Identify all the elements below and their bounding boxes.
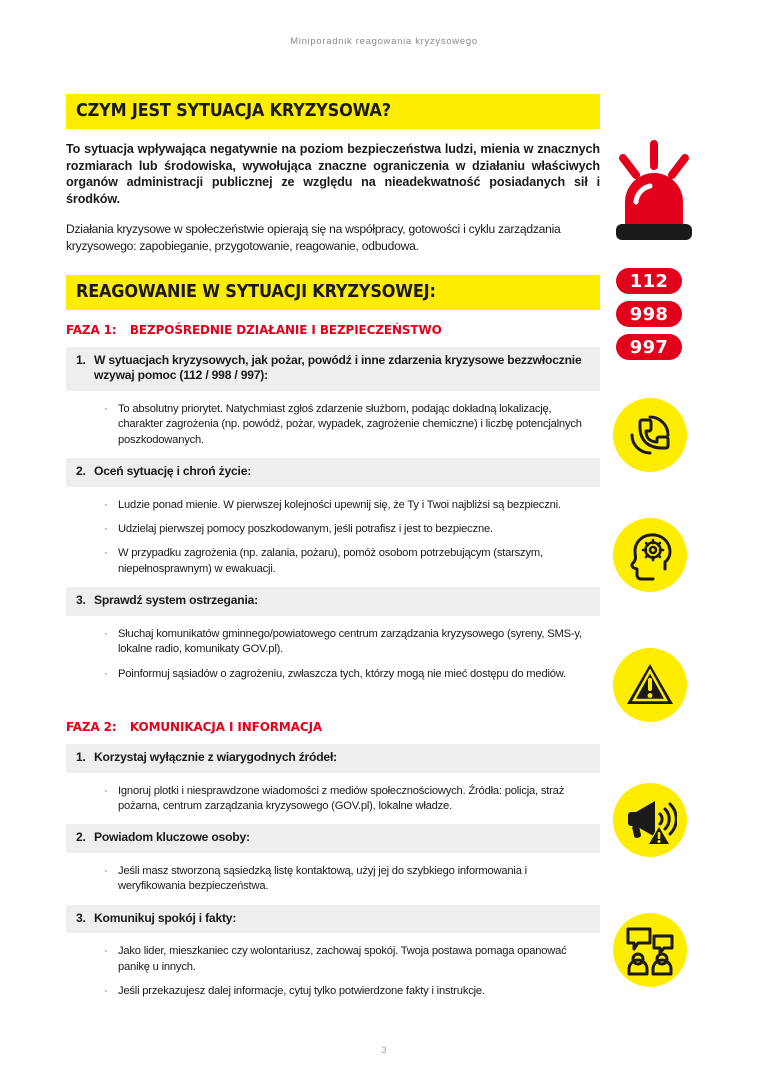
emergency-number-997 [616,334,682,360]
bullet-dot-icon: · [104,945,108,958]
bullet-dot-icon: · [104,627,108,640]
step-number: 2. [76,830,86,845]
step-number: 2. [76,463,86,478]
bullet-dot-icon: · [104,547,108,560]
emergency-number-label: 998 [629,303,669,325]
bullet-text: Ignoruj plotki i niesprawdzone wiadomości z mediów społecznościowych. Źródła: policja, straż pożarna, centrum zarządzania kryzysowego (GOV.pl), lokalne władze. [118,784,565,812]
bullet-dot-icon: · [104,522,108,535]
definition-second-paragraph: Działania kryzysowe w społeczeństwie opierają się na współpracy, gotowości i cyklu zarządzania kryzysowego: zapobieganie, przygotowanie, reagowanie, odbudowa. [66,222,561,253]
phone-call-icon [613,398,687,472]
definition-lead-paragraph: To sytuacja wpływająca negatywnie na poziom bezpieczeństwa ludzi, mienia w znacznych rozmiarach lub środowiska, wywołująca znaczne ograniczenia w działaniu właściwych organów administracji publicznej ze względu na nieadekwatność posiadanych sił i środków. [66,142,600,206]
step-title: Korzystaj wyłącznie z wiarygodnych źródeł: [94,750,337,764]
step-number: 1. [76,352,86,367]
bullet-dot-icon: · [104,498,108,511]
bullet-text: Jeśli masz stworzoną sąsiedzką listę kontaktową, użyj jej do szybkiego informowania i weryfikowania bezpieczeństwa. [118,865,527,893]
bullet-dot-icon: · [104,784,108,797]
step-number: 3. [76,910,86,925]
running-head: Miniporadnik reagowania kryzysowego [290,36,478,47]
step-band [66,587,600,616]
step-band [66,905,600,934]
bullet-text: Poinformuj sąsiadów o zagrożeniu, zwłaszcza tych, którzy mogą nie mieć dostępu do mediów. [118,667,566,680]
step-band [66,347,600,391]
bullet-dot-icon: · [104,985,108,998]
people-speech-bubbles-icon [613,913,687,987]
step-title: Powiadom kluczowe osoby: [94,830,250,845]
banner-what-is-crisis [66,94,600,129]
banner-crisis-response-label: REAGOWANIE W SYTUACJI KRYZYSOWEJ: [76,281,436,302]
megaphone-alert-icon [613,783,687,857]
step-title: Komunikuj spokój i fakty: [94,910,237,925]
phase-1-number: FAZA 1: [66,321,117,337]
step-band [66,744,600,773]
bullet-text: To absolutny priorytet. Natychmiast zgłoś zdarzenie służbom, podając dokładną lokalizację, charakter zagrożenia (np. powódź, pożar, wypadek, zagrożenie chemiczne) i liczbę potencjalnych poszkodowanych. [118,402,582,446]
bullet-text: Ludzie ponad mienie. W pierwszej kolejności upewnij się, że Ty i Twoi najbliżsi są bezpieczni. [118,498,561,511]
emergency-siren-icon [608,140,700,249]
phase-2-title: KOMUNIKACJA I INFORMACJA [129,719,323,734]
bullet-dot-icon: · [104,667,108,680]
banner-crisis-response [66,275,600,310]
warning-triangle-icon [613,648,687,722]
bullet-text: Udzielaj pierwszej pomocy poszkodowanym, jeśli potrafisz i jest to bezpieczne. [118,522,493,535]
bullet-text: W przypadku zagrożenia (np. zalania, pożaru), pomóż osobom potrzebującym (starszym, niepełnosprawnym) w ewakuacji. [118,547,543,575]
emergency-number-label: 997 [629,336,669,358]
emergency-number-998 [616,301,682,327]
emergency-number-112 [616,268,682,294]
page-number: 3 [381,1045,387,1055]
bullet-text: Jako lider, mieszkaniec czy wolontariusz, zachowaj spokój. Twoja postawa pomaga opanować panikę u innych. [118,945,567,973]
bullet-dot-icon: · [104,865,108,877]
bullet-dot-icon: · [104,402,108,415]
bullet-text: Słuchaj komunikatów gminnego/powiatowego centrum zarządzania kryzysowego (syreny, SMS-y, lokalne radio, komunikaty GOV.pl). [118,627,582,656]
step-band [66,458,600,487]
head-gear-thinking-icon [613,518,687,592]
banner-what-is-crisis-label: CZYM JEST SYTUACJA KRYZYSOWA? [76,101,391,121]
step-number: 1. [76,750,86,764]
step-title: Sprawdź system ostrzegania: [94,593,258,608]
phase-2-number: FAZA 2: [66,719,117,734]
emergency-number-label: 112 [629,270,669,292]
step-title: W sytuacjach kryzysowych, jak pożar, powódź i inne zdarzenia kryzysowe bezzwłocznie wzywaj pomoc (112 / 998 / 997): [94,352,582,383]
step-title: Oceń sytuację i chroń życie: [94,463,252,478]
step-band [66,824,600,853]
step-number: 3. [76,593,86,608]
bullet-text: Jeśli przekazujesz dalej informacje, cytuj tylko potwierdzone fakty i instrukcje. [118,985,485,998]
phase-1-title: BEZPOŚREDNIE DZIAŁANIE I BEZPIECZEŃSTWO [129,321,442,337]
